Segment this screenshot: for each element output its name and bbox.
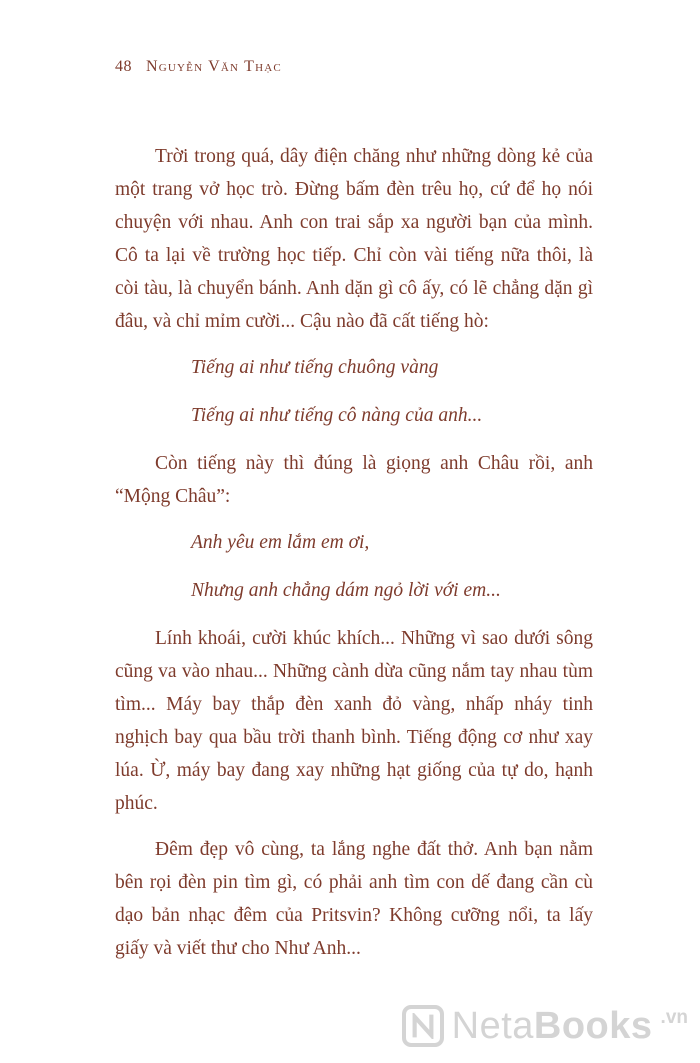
watermark-text-books: Books (533, 1005, 653, 1047)
body-paragraph: Còn tiếng này thì đúng là giọng anh Châu rồi, anh “Mộng Châu”: (115, 453, 593, 507)
header-author: Nguyễn Văn Thạc (146, 58, 282, 75)
text-block (115, 140, 593, 978)
verse-line: Tiếng ai như tiếng chuông vàng (191, 357, 439, 378)
body-paragraph: Trời trong quá, dây điện chăng như những dòng kẻ của một trang vở học trò. Đừng bấm đèn trêu họ, cứ để họ nói chuyện với nhau. Anh con trai sắp xa người bạn của mình. Cô ta lại về trường học tiếp. Chỉ còn vài tiếng nữa thôi, là còi tàu, là chuyển bánh. Anh dặn gì cô ấy, có lẽ chẳng dặn gì đâu, và chỉ mỉm cười... Cậu nào đã cất tiếng hò: (115, 146, 593, 332)
body-paragraph: Đêm đẹp vô cùng, ta lắng nghe đất thở. Anh bạn nằm bên rọi đèn pin tìm gì, có phải anh tìm con dế đang cần cù dạo bản nhạc đêm của Pritsvin? Không cưỡng nổi, ta lấy giấy và viết thư cho Như Anh... (115, 839, 593, 959)
watermark-text-vn: .vn (660, 1007, 688, 1028)
verse-line: Tiếng ai như tiếng cô nàng của anh... (191, 405, 483, 426)
body-paragraph: Lính khoái, cười khúc khích... Những vì sao dưới sông cũng va vào nhau... Những cành dừa cũng nắm tay nhau tùm tìm... Máy bay thắp đèn xanh đỏ vàng, nhấp nháy tinh nghịch bay qua bầu trời thanh bình. Tiếng động cơ như xay lúa. Ừ, máy bay đang xay những hạt giống của tự do, hạnh phúc. (115, 628, 593, 814)
watermark-text (452, 1007, 653, 1045)
page-header (115, 58, 282, 76)
verse-line: Anh yêu em lắm em ơi, (191, 532, 370, 553)
verse-line: Nhưng anh chẳng dám ngỏ lời với em... (191, 580, 501, 601)
netabooks-logo-icon (402, 1005, 444, 1047)
watermark-text-neta: Neta (451, 1005, 534, 1047)
netabooks-watermark (402, 1005, 688, 1047)
page-number: 48 (115, 58, 132, 75)
